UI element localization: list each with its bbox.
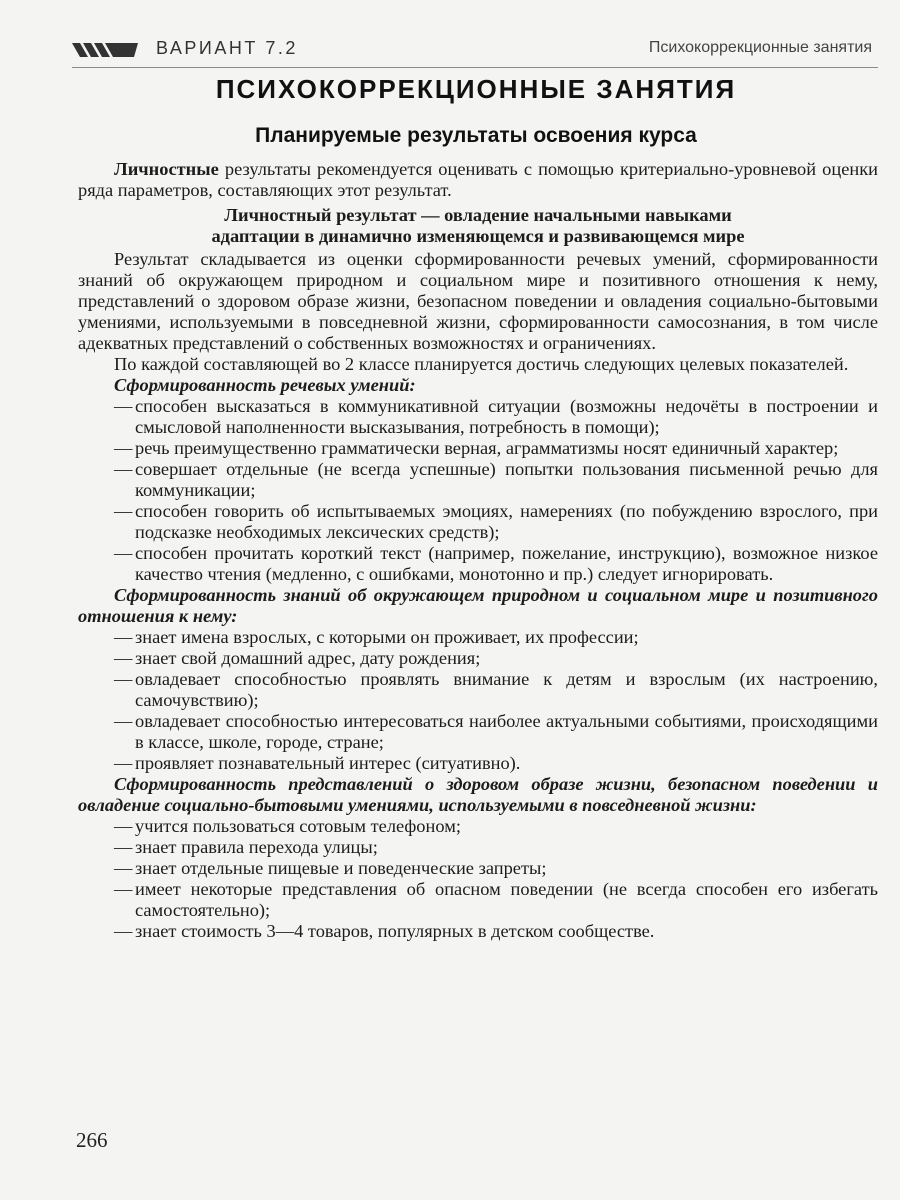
list-item — [78, 627, 878, 648]
bullet-list — [78, 627, 878, 774]
list-item — [78, 753, 878, 774]
list-item-text: совершает отдельные (не всегда успешные) попытки пользования письменной речью для коммуникации; — [135, 459, 878, 500]
page-title: ПСИХОКОРРЕКЦИОННЫЕ ЗАНЯТИЯ — [215, 74, 737, 104]
header-rule — [72, 67, 878, 68]
dash-marker: — — [114, 438, 133, 458]
list-item-text: проявляет познавательный интерес (ситуативно). — [135, 753, 521, 773]
list-item-text: способен высказаться в коммуникативной ситуации (возможны недочёты в построении и смысловой наполненности высказывания, потребность в помощи); — [135, 396, 878, 437]
paragraph: По каждой составляющей во 2 классе планируется достичь следующих целевых показателей. — [114, 354, 849, 374]
list-item-text: знает стоимость 3—4 товаров, популярных в детском сообществе. — [135, 921, 655, 941]
list-item — [78, 438, 878, 459]
result-heading-line-2: адаптации в динамично изменяющемся и развивающемся мире — [211, 226, 745, 246]
section-heading: Сформированность знаний об окружающем природном и социальном мире и позитивного отношения к нему: — [78, 585, 878, 626]
bullet-list — [78, 816, 878, 942]
list-item — [78, 858, 878, 879]
list-item — [78, 879, 878, 921]
running-header — [72, 36, 872, 64]
list-item-text: знает свой домашний адрес, дату рождения; — [135, 648, 481, 668]
variant-label: ВАРИАНТ 7.2 — [156, 38, 298, 58]
dash-marker: — — [114, 396, 133, 416]
intro-paragraph — [78, 159, 878, 201]
dash-marker: — — [114, 816, 133, 836]
list-item-text: речь преимущественно грамматически верная, аграмматизмы носят единичный характер; — [135, 438, 839, 458]
dash-marker: — — [114, 858, 133, 878]
list-item — [78, 711, 878, 753]
dash-marker: — — [114, 501, 133, 521]
bullet-list — [78, 396, 878, 585]
list-item — [78, 459, 878, 501]
intro-lead: Личностные — [114, 159, 219, 179]
list-item-text: учится пользоваться сотовым телефоном; — [135, 816, 461, 836]
list-item-text: овладевает способностью интересоваться наиболее актуальными событиями, происходящими в классе, школе, городе, стране; — [135, 711, 878, 752]
dash-marker: — — [114, 648, 133, 668]
list-item-text: знает отдельные пищевые и поведенческие запреты; — [135, 858, 547, 878]
list-item — [78, 837, 878, 858]
dash-marker: — — [114, 879, 133, 899]
dash-marker: — — [114, 921, 133, 941]
list-item — [78, 648, 878, 669]
section-heading: Сформированность речевых умений: — [114, 375, 416, 395]
paragraph: Результат складывается из оценки сформированности речевых умений, сформированности знаний об окружающем природном и социальном мире и позитивного отношения к нему, представлений о здоровом образе жизни, безопасном поведении и овладения социально-бытовыми умениями, используемыми в повседневной жизни, сформированности самосознания, в том числе адекватных представлений о собственных возможностях и ограничениях. — [78, 249, 878, 353]
list-item-text: овладевает способностью проявлять внимание к детям и взрослым (их настроению, самочувствию); — [135, 669, 878, 710]
text-body — [78, 159, 878, 942]
dash-marker: — — [114, 711, 133, 731]
dash-marker: — — [114, 753, 133, 773]
list-item — [78, 501, 878, 543]
intro-text: результаты рекомендуется оценивать с помощью критериально-уровневой оценки ряда параметров, составляющих этот результат. — [78, 159, 878, 200]
section-subtitle: Планируемые результаты освоения курса — [255, 124, 697, 147]
list-item — [78, 396, 878, 438]
list-item — [78, 921, 878, 942]
dash-marker: — — [114, 669, 133, 689]
list-item-text: способен говорить об испытываемых эмоциях, намерениях (по побуждению взрослого, при подсказке необходимых лексических средств); — [135, 501, 878, 542]
section-heading: Сформированность представлений о здоровом образе жизни, безопасном поведении и овладение социально-бытовыми умениями, используемыми в повседневной жизни: — [78, 774, 878, 815]
list-item — [78, 816, 878, 837]
result-heading-line-1: Личностный результат — овладение начальными навыками — [224, 205, 732, 225]
stripe-logo-icon — [72, 43, 138, 57]
list-item-text: способен прочитать короткий текст (например, пожелание, инструкцию), возможное низкое качество чтения (медленно, с ошибками, монотонно и пр.) следует игнорировать. — [135, 543, 878, 584]
list-item — [78, 543, 878, 585]
dash-marker: — — [114, 627, 133, 647]
dash-marker: — — [114, 459, 133, 479]
list-item — [78, 669, 878, 711]
result-heading — [78, 205, 878, 247]
list-item-text: имеет некоторые представления об опасном поведении (не всегда способен его избегать самостоятельно); — [135, 879, 878, 920]
list-item-text: знает имена взрослых, с которыми он проживает, их профессии; — [135, 627, 639, 647]
dash-marker: — — [114, 837, 133, 857]
page-number: 266 — [76, 1128, 108, 1152]
list-item-text: знает правила перехода улицы; — [135, 837, 378, 857]
dash-marker: — — [114, 543, 133, 563]
running-title: Психокоррекционные занятия — [648, 39, 872, 56]
